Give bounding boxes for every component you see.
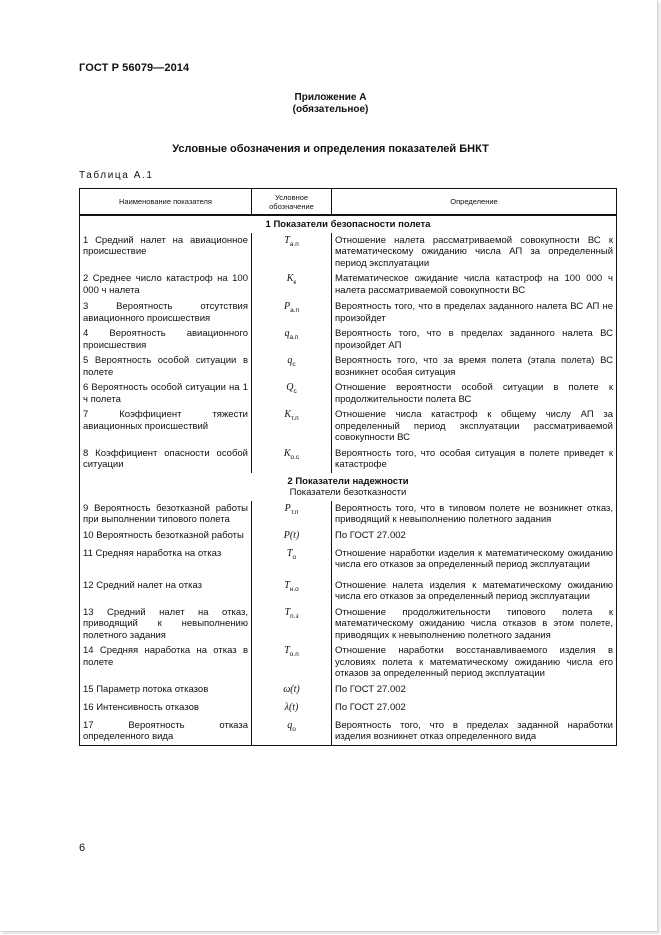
indicator-symbol [252,380,332,407]
indicator-name: 3 Вероятность отсутствия авиационного происшествия [80,299,252,326]
indicator-name: 1 Средний налет на авиационное происшествие [80,233,252,272]
symbol-letter: ω(t) [283,683,300,695]
indicator-definition: Отношение налета рассматриваемой совокупности ВС к математическому ожиданию числа АП за определенный период эксплуатации [332,233,617,272]
indicator-symbol [252,718,332,746]
indicator-symbol [252,528,332,546]
indicator-name: 4 Вероятность авиационного происшествия [80,326,252,353]
table-row [80,233,617,272]
section-row [80,215,617,233]
indicator-name: 13 Средний налет на отказ, приводящий к невыполнению полетного задания [80,605,252,644]
indicator-definition: Отношение числа катастроф к общему числу АП за определенный период эксплуатации рассматриваемой совокупности ВС [332,407,617,446]
symbol-subscript: т.п [290,508,299,516]
symbol-subscript: а.п [289,240,299,248]
table-row [80,682,617,700]
indicator-definition: Отношение продолжительности типового полета к математическому ожиданию числа отказов в этом полете, приводящих к невыполнению полетного задания [332,605,617,644]
indicator-symbol [252,326,332,353]
indicator-definition: По ГОСТ 27.002 [332,700,617,718]
symbol-letter: T [284,579,290,591]
column-header-definition: Определение [332,189,617,216]
table-row [80,380,617,407]
indicator-name: 6 Вероятность особой ситуации на 1 ч полета [80,380,252,407]
symbol-subscript: с [293,388,297,395]
document-id: ГОСТ Р 56079—2014 [79,62,190,74]
section-title: Условные обозначения и определения показателей БНКТ [172,143,489,155]
symbol-subscript: к [293,279,297,286]
indicator-definition: Отношение вероятности особой ситуации в полете к продолжительности полета ВС [332,380,617,407]
table-label: Таблица А.1 [79,170,154,181]
indicator-name: 7 Коэффициент тяжести авиационных происшествий [80,407,252,446]
table-body [80,215,617,745]
indicator-name: 15 Параметр потока отказов [80,682,252,700]
indicator-definition: Вероятность того, что в пределах заданного налета ВС АП не произойдет [332,299,617,326]
indicator-symbol [252,353,332,380]
indicator-symbol [252,546,332,578]
table-row [80,501,617,528]
symbol-letter: q [284,328,290,339]
table-row [80,605,617,644]
indicator-name: 14 Средняя наработка на отказ в полете [80,643,252,682]
symbol-subscript: т.п [291,415,299,422]
indicator-name: 16 Интенсивность отказов [80,700,252,718]
table-row [80,528,617,546]
symbol-subscript: с [292,361,296,368]
indicator-symbol [252,271,332,299]
symbol-letter: q [287,719,293,731]
indicator-definition: Математическое ожидание числа катастроф на 100 000 ч налета рассматриваемой совокупности ВС [332,271,617,299]
table-row [80,326,617,353]
symbol-letter: T [284,606,291,618]
section-row [80,473,617,501]
symbol-letter: P [284,502,291,514]
symbol-subscript: а.п [289,334,299,341]
table-header-row [80,189,617,216]
symbol-letter: T [284,645,290,656]
section-heading [80,215,617,233]
symbol-subscript: о.с [290,453,300,461]
table-row [80,718,617,746]
symbol-letter: λ(t) [284,701,299,713]
symbol-subscript: п.з [290,612,299,620]
indicator-symbol [252,578,332,605]
symbol-letter: q [287,355,293,366]
symbol-letter: T [284,234,290,246]
indicator-symbol [252,643,332,682]
indicator-name: 11 Средняя наработка на отказ [80,546,252,578]
table-row [80,271,617,299]
section-subtitle: Показатели безотказности [289,487,407,498]
indicator-name: 8 Коэффициент опасности особой ситуации [80,446,252,473]
symbol-letter: K [284,409,292,420]
symbol-subscript: а.п [290,307,300,314]
symbol-letter: P [283,301,291,312]
indicator-symbol [252,446,332,473]
column-header-name: Наименование показателя [80,189,252,216]
indicator-definition: Вероятность того, что в пределах заданного налета ВС произойдет АП [332,326,617,353]
indicator-name: 9 Вероятность безотказной работы при выполнении типового полета [80,501,252,528]
indicator-definition: Вероятность того, что особая ситуация в полете приведет к катастрофе [332,446,617,473]
indicator-definition: Отношение налета изделия к математическому ожиданию числа его отказов за определенный период эксплуатации [332,578,617,605]
indicator-symbol [252,233,332,272]
symbol-subscript: н.о [289,585,299,593]
indicator-definition: Вероятность того, что в типовом полете не возникнет отказ, приводящий к невыполнению полетного задания [332,501,617,528]
section-title: 2 Показатели надежности [287,475,409,487]
indicator-name: 5 Вероятность особой ситуации в полете [80,353,252,380]
indicator-definition: Вероятность того, что в пределах заданной наработки изделия возникнет отказ определенного вида [332,718,617,746]
indicator-definition: Отношение наработки изделия к математическому ожиданию числа его отказов за определенный период эксплуатации [332,546,617,578]
indicator-name: 17 Вероятность отказа определенного вида [80,718,252,746]
indicator-symbol [252,700,332,718]
appendix-title: Приложение А [294,92,367,103]
indicator-definition: Отношение наработки восстанавливаемого изделия в условиях полета к математическому ожиданию числа его отказов за определенный период эксплуатации [332,643,617,682]
table-row [80,546,617,578]
column-header-symbol: Условное обозначение [252,189,332,216]
indicator-name: 10 Вероятность безотказной работы [80,528,252,546]
section-title: 1 Показатели безопасности полета [265,219,431,230]
indicator-symbol [252,299,332,326]
section-heading [80,473,617,501]
indicator-symbol [252,501,332,528]
indicator-symbol [252,682,332,700]
table-row [80,353,617,380]
page-number: 6 [79,842,86,854]
symbol-subscript: о.п [289,651,299,658]
symbol-letter: K [283,447,291,459]
table-row [80,407,617,446]
symbol-letter: P(t) [283,529,300,541]
indicator-symbol [252,407,332,446]
indicator-definition: По ГОСТ 27.002 [332,528,617,546]
table-row [80,643,617,682]
symbol-subscript: о [292,553,297,561]
indicators-table [79,188,617,746]
indicator-definition: Вероятность того, что за время полета (этапа полета) ВС возникнет особая ситуация [332,353,617,380]
symbol-letter: K [286,273,294,284]
table-row [80,578,617,605]
symbol-subscript: о [292,725,296,733]
indicator-definition: По ГОСТ 27.002 [332,682,617,700]
table-row [80,446,617,473]
symbol-letter: Q [286,382,294,393]
symbol-letter: T [286,547,293,559]
appendix-type: (обязательное) [292,104,369,115]
indicator-name: 2 Среднее число катастроф на 100 000 ч налета [80,271,252,299]
table-row [80,299,617,326]
indicator-name: 12 Средний налет на отказ [80,578,252,605]
indicator-symbol [252,605,332,644]
table-row [80,700,617,718]
